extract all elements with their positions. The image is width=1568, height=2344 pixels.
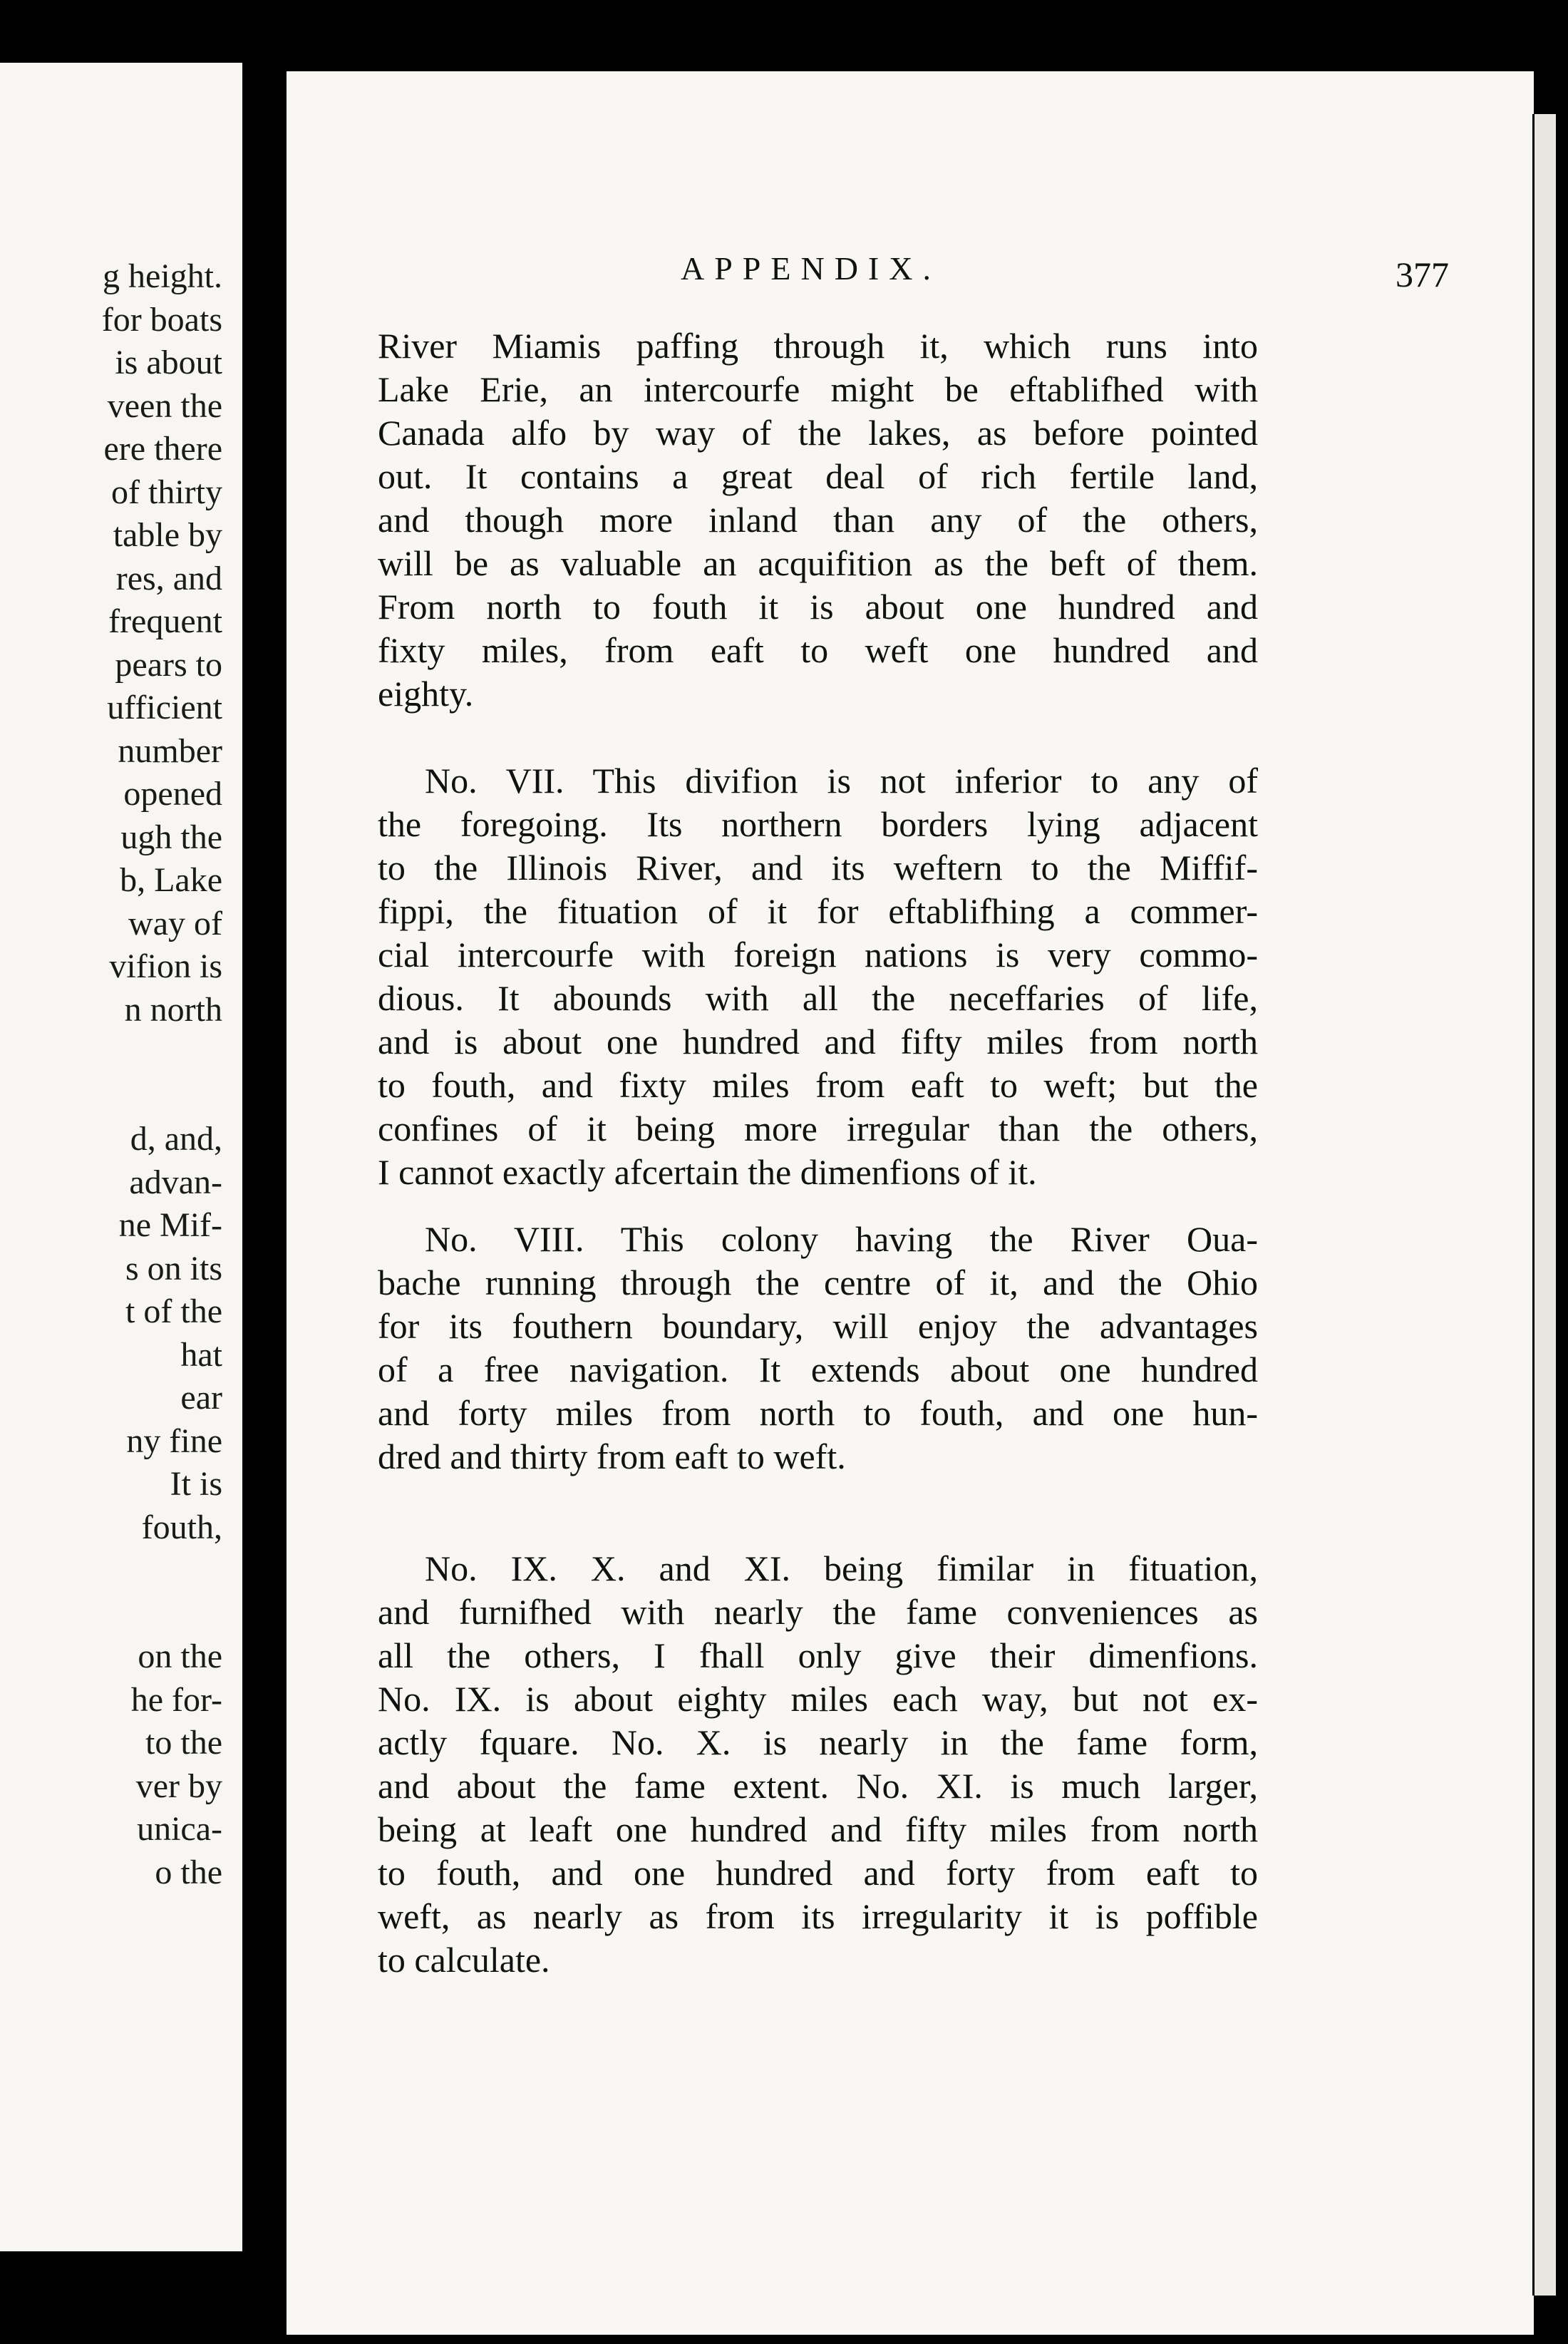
left-page-line: It is [170, 1465, 222, 1503]
left-page-line: unica- [137, 1810, 222, 1848]
left-page-line: d, and, [130, 1120, 222, 1158]
left-page-line: number [118, 731, 222, 770]
text-line: all the others, I fhall only give their dimenfions. [378, 1635, 1258, 1675]
text-line: and forty miles from north to fouth, and one hun- [378, 1393, 1258, 1433]
text-line: and is about one hundred and fifty miles from north [378, 1022, 1258, 1062]
left-page-line: o the [155, 1853, 222, 1891]
text-line: bache running through the centre of it, and the Ohio [378, 1263, 1258, 1302]
text-line: dious. It abounds with all the neceffaries of life, [378, 978, 1258, 1018]
text-line: eighty. [378, 674, 474, 714]
left-page-line: ear [180, 1379, 222, 1417]
left-page-line: advan- [129, 1163, 222, 1201]
text-line: From north to fouth it is about one hundred and [378, 587, 1258, 627]
left-page-line: is about [115, 344, 222, 381]
text-line: confines of it being more irregular than the others, [378, 1109, 1258, 1148]
text-line: of a free navigation. It extends about one hundred [378, 1350, 1258, 1389]
text-line: to calculate. [378, 1940, 550, 1980]
text-line: fixty miles, from eaft to weft one hundred and [378, 630, 1258, 670]
left-page-line: vifion is [109, 947, 222, 985]
running-head [287, 250, 1534, 299]
text-line: for its fouthern boundary, will enjoy the advantages [378, 1306, 1258, 1346]
text-line: to the Illinois River, and its weftern to the Miffif- [378, 848, 1258, 888]
left-page-line: n north [124, 990, 222, 1029]
left-page-line: opened [123, 775, 222, 813]
left-page-line: on the [138, 1638, 222, 1675]
text-line: No. IX. is about eighty miles each way, but not ex- [378, 1679, 1258, 1719]
left-page-line: g height. [103, 257, 222, 295]
left-page-line: veen the [107, 386, 222, 425]
text-line: dred and thirty from eaft to weft. [378, 1436, 846, 1476]
text-line: Canada alfo by way of the lakes, as before pointed [378, 413, 1258, 453]
left-page-line: t of the [125, 1292, 222, 1330]
text-line: the foregoing. Its northern borders lying adjacent [378, 804, 1258, 844]
left-page-line: frequent [108, 602, 222, 640]
left-page-line: he for- [130, 1680, 222, 1719]
left-page-line: of thirty [111, 473, 222, 511]
left-page-line: b, Lake [120, 861, 222, 899]
left-page-line: way of [128, 904, 222, 942]
left-page-line: s on its [125, 1249, 222, 1287]
left-page-line: fouth, [141, 1508, 222, 1546]
left-page-line: ny fine [126, 1422, 222, 1460]
text-line: will be as valuable an acquifition as the beft of them. [378, 543, 1258, 583]
text-line: being at leaft one hundred and fifty miles from north [378, 1809, 1258, 1849]
right-page [279, 71, 1534, 2335]
left-page-line: ne Mif- [118, 1206, 222, 1244]
text-line: to fouth, and one hundred and forty from eaft to [378, 1853, 1258, 1893]
left-page-line: res, and [115, 559, 222, 597]
text-line: No. VIII. This colony having the River Oua- [425, 1219, 1258, 1259]
left-page-line: pears to [115, 645, 222, 684]
text-line: weft, as nearly as from its irregularity it is poffible [378, 1896, 1258, 1936]
left-page-line: to the [145, 1724, 222, 1762]
text-line: and about the fame extent. No. XI. is much larger, [378, 1766, 1258, 1806]
left-page-line: ere there [103, 430, 222, 468]
text-line: and furnifhed with nearly the fame conveniences as [378, 1592, 1258, 1632]
paragraph-1 [378, 324, 1547, 716]
left-page-line: ver by [135, 1767, 222, 1805]
text-line: out. It contains a great deal of rich fertile land, [378, 456, 1258, 496]
text-line: actly fquare. No. X. is nearly in the fame form, [378, 1722, 1258, 1762]
paragraph-4 [378, 1547, 1547, 1982]
paragraph-3 [378, 1218, 1547, 1479]
text-line: Lake Erie, an intercourfe might be eftablifhed with [378, 369, 1258, 409]
text-line: No. IX. X. and XI. being fimilar in fituation, [425, 1548, 1258, 1588]
left-page-line: hat [180, 1335, 222, 1374]
text-line: I cannot exactly afcertain the dimenfions of it. [378, 1152, 1037, 1192]
text-line: River Miamis paffing through it, which runs into [378, 326, 1258, 366]
text-line: and though more inland than any of the others, [378, 500, 1258, 540]
left-page-line: table by [113, 516, 222, 554]
text-line: cial intercourfe with foreign nations is very commo- [378, 935, 1258, 975]
page-number: 377 [1396, 255, 1449, 294]
running-title: APPENDIX. [681, 250, 941, 287]
text-line: No. VII. This divifion is not inferior to any of [425, 761, 1258, 801]
paragraph-2 [378, 759, 1547, 1194]
left-page-line: ugh the [120, 818, 222, 856]
left-page-line: for boats [101, 300, 222, 339]
page-edge [1532, 114, 1556, 2296]
left-page-line: ufficient [107, 689, 222, 726]
left-page-fragment [0, 63, 242, 2251]
text-line: fippi, the fituation of it for eftablifhing a commer- [378, 891, 1258, 931]
text-line: to fouth, and fixty miles from eaft to weft; but the [378, 1065, 1258, 1105]
